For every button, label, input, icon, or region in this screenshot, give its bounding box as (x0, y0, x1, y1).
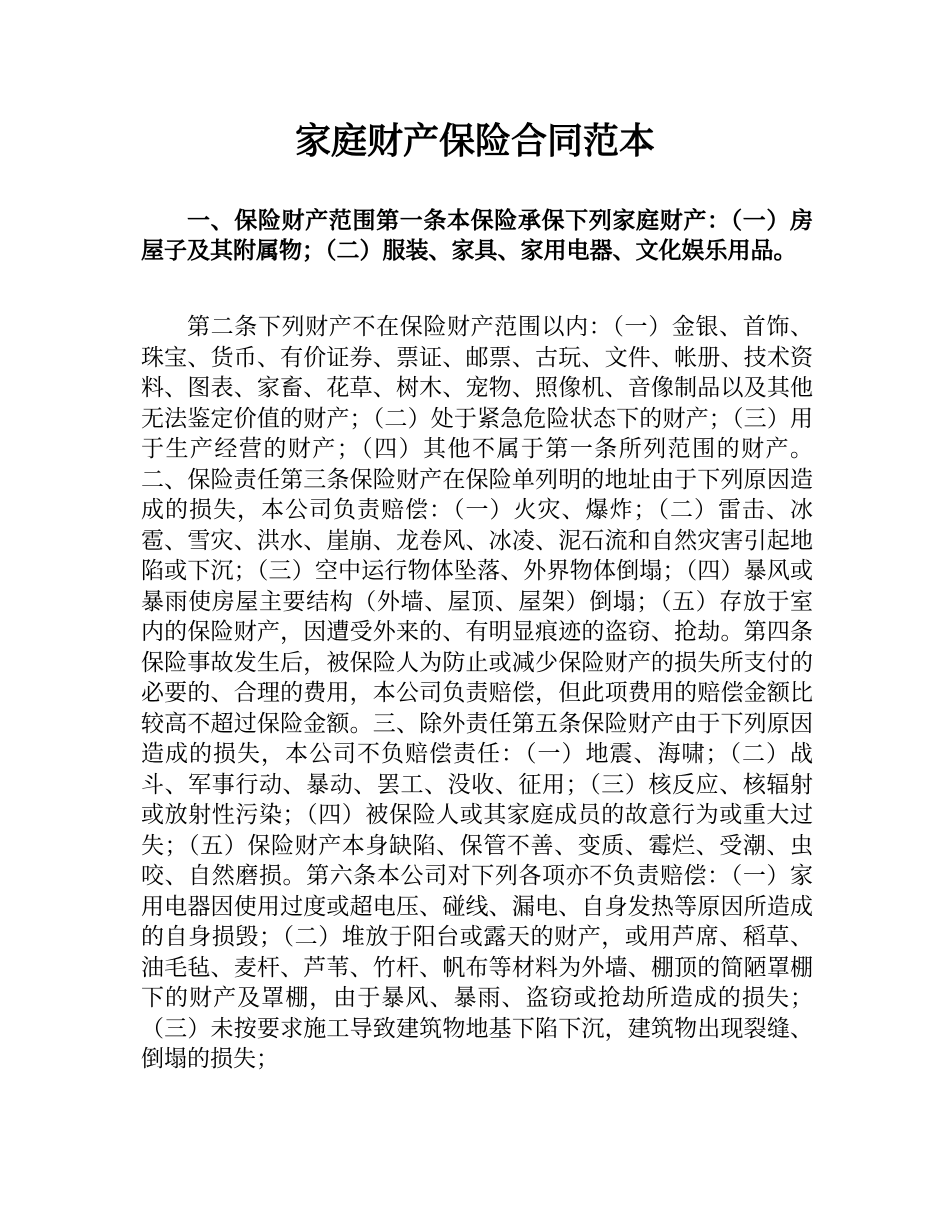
section-heading: 一、保险财产范围第一条本保险承保下列家庭财产：（一）房屋子及其附属物；（二）服装、家具、家用电器、文化娱乐用品。 (141, 208, 813, 264)
body-paragraph: 第二条下列财产不在保险财产范围以内：（一）金银、首饰、珠宝、货币、有价证券、票证、邮票、古玩、文件、帐册、技术资料、图表、家畜、花草、树木、宠物、照像机、音像制品以及其他无法鉴定价值的财产；（二）处于紧急危险状态下的财产；（三）用于生产经营的财产；（四）其他不属于第一条所列范围的财产。二、保险责任第三条保险财产在保险单列明的地址由于下列原因造成的损失，本公司负责赔偿：（一）火灾、爆炸；（二）雷击、冰雹、雪灾、洪水、崖崩、龙卷风、冰凌、泥石流和自然灾害引起地陷或下沉；（三）空中运行物体坠落、外界物体倒塌；（四）暴风或暴雨使房屋主要结构（外墙、屋顶、屋架）倒塌；（五）存放于室内的保险财产，因遭受外来的、有明显痕迹的盗窃、抢劫。第四条保险事故发生后，被保险人为防止或减少保险财产的损失所支付的必要的、合理的费用，本公司负责赔偿，但此项费用的赔偿金额比较高不超过保险金额。三、除外责任第五条保险财产由于下列原因造成的损失，本公司不负赔偿责任：（一）地震、海啸；（二）战斗、军事行动、暴动、罢工、没收、征用；（三）核反应、核辐射或放射性污染；（四）被保险人或其家庭成员的故意行为或重大过失；（五）保险财产本身缺陷、保管不善、变质、霉烂、受潮、虫咬、自然磨损。第六条本公司对下列各项亦不负责赔偿：（一）家用电器因使用过度或超电压、碰线、漏电、自身发热等原因所造成的自身损毁；（二）堆放于阳台或露天的财产，或用芦席、稻草、油毛毡、麦杆、芦苇、竹杆、帆布等材料为外墙、棚顶的简陋罩棚下的财产及罩棚，由于暴风、暴雨、盗窃或抢劫所造成的损失；（三）未按要求施工导致建筑物地基下陷下沉，建筑物出现裂缝、倒塌的损失； (141, 314, 813, 1072)
document-title: 家庭财产保险合同范本 (294, 121, 655, 162)
